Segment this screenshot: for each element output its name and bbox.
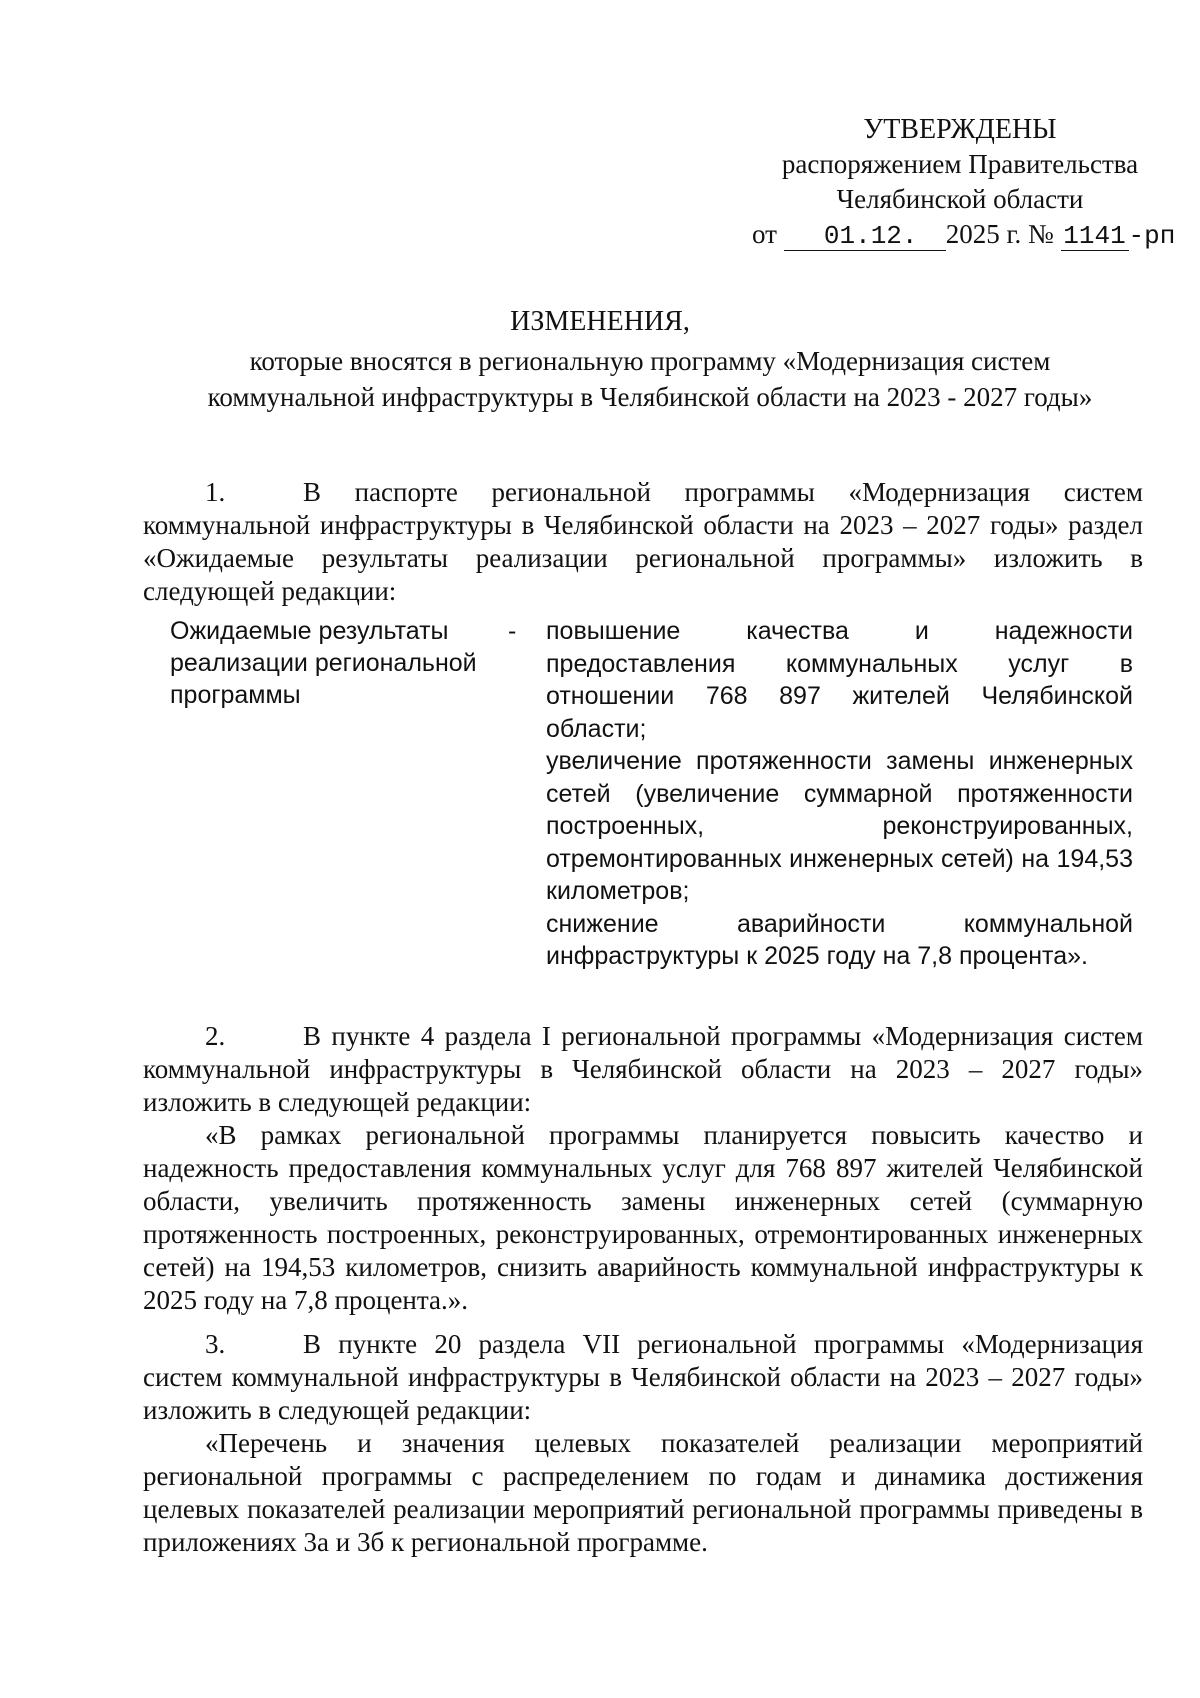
item-1-number: 1.	[205, 477, 226, 507]
approval-stamp	[752, 112, 1176, 254]
item-3	[143, 1328, 1143, 1559]
item-3-number: 3.	[205, 1329, 226, 1359]
item-1-text: В паспорте региональной программы «Модернизация систем коммунальной инфраструктуры в Челябинской области на 2023 – 2027 годы» раздел «Ожидаемые результаты реализации региональной программы» изложить в следующей редакции:	[143, 477, 1143, 606]
passport-label: Ожидаемые результаты реализации региональной программы	[170, 617, 477, 709]
item-2-text: В пункте 4 раздела I региональной программы «Модернизация систем коммунальной инфраструктуры в Челябинской области на 2023 – 2027 годы» изложить в следующей редакции:	[143, 1021, 1143, 1117]
item-1	[143, 476, 1143, 608]
item-3-quote: «Перечень и значения целевых показателей реализации мероприятий региональной программы с распределением по годам и динамика достижения целевых показателей реализации мероприятий региональной программы приведены в приложениях 3а и 3б к региональной программе.	[143, 1428, 1143, 1557]
item-2	[143, 1020, 1143, 1317]
passport-result-3: снижение аварийности коммунальной инфраструктуры к 2025 году на 7,8 процента».	[546, 909, 1133, 970]
approval-date: 01.12.	[784, 222, 946, 251]
passport-results	[546, 615, 1133, 973]
document-title: ИЗМЕНЕНИЯ,	[510, 306, 690, 337]
approval-date-line	[752, 217, 1176, 254]
approval-line-1: распоряжением Правительства	[781, 149, 1139, 179]
approval-number-suffix: -рп	[1128, 221, 1176, 251]
approval-line-2: Челябинской области	[836, 184, 1084, 214]
item-2-quote: «В рамках региональной программы планируется повысить качество и надежность предоставления коммунальных услуг для 768 897 жителей Челябинской области, увеличить протяженность замены инженерных сетей (суммарную протяженность построенных, реконструированных, отремонтированных инженерных сетей) на 194,53 километров, снизить аварийность коммунальной инфраструктуры к 2025 году на 7,8 процента.».	[143, 1120, 1143, 1315]
approval-number: 1141	[1061, 222, 1129, 251]
document-subtitle: которые вносятся в региональную программу «Модернизация систем коммунальной инфраструктуры в Челябинской области на 2023 - 2027 годы»	[207, 346, 1093, 412]
passport-dash: -	[508, 617, 517, 645]
item-2-number: 2.	[205, 1021, 226, 1051]
passport-result-2: увеличение протяженности замены инженерных сетей (увеличение суммарной протяженности построенных, реконструированных, отремонтированных инженерных сетей) на 194,53 километров;	[546, 747, 1133, 905]
approval-year: 2025 г. №	[945, 219, 1054, 249]
approval-prefix: от	[752, 219, 777, 249]
item-3-text: В пункте 20 раздела VII региональной программы «Модернизация систем коммунальной инфраструктуры в Челябинской области на 2023 – 2027 годы» изложить в следующей редакции:	[143, 1329, 1143, 1425]
passport-result-1: повышение качества и надежности предоставления коммунальных услуг в отношении 768 897 жителей Челябинской области;	[546, 617, 1133, 743]
approval-heading: УТВЕРЖДЕНЫ	[863, 114, 1057, 145]
